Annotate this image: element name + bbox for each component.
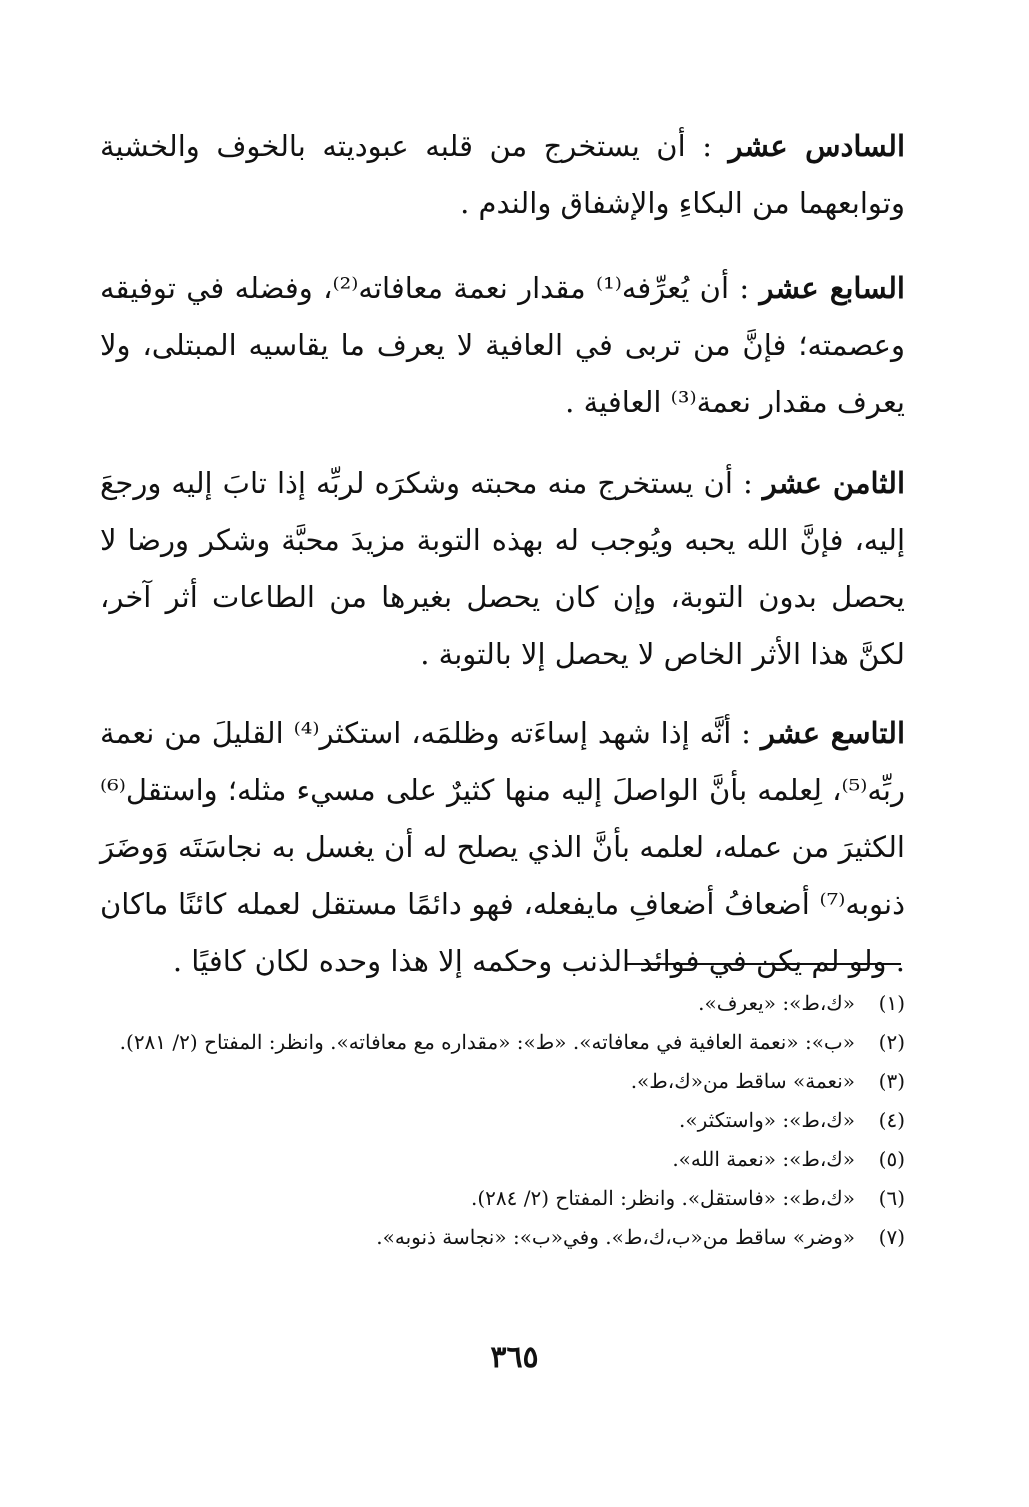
footnote-number: (٦) [878,1186,905,1210]
main-text-body [100,118,905,1012]
footnote-number: (٧) [878,1225,905,1249]
footnote-text: «ب»: «نعمة العافية في معافاته». «ط»: «مقداره مع معافاته». وانظر: المفتاح (٢/ ٢٨١). [119,1030,855,1054]
paragraph-text: : أن يُعرِّفه⁽¹⁾ مقدار نعمة معافاته⁽²⁾، وفضله في توفيقه وعصمته؛ فإنَّ من تربى في العافية لا يعرف ما يقاسيه المبتلى، ولا يعرف مقدار نعمة⁽³⁾ العافية . [100,271,905,419]
paragraph-lead: السادس عشر [728,129,905,163]
paragraph-19 [100,705,905,990]
paragraph-lead: الثامن عشر [762,466,905,500]
footnote-text: «ك،ط»: «فاستقل». وانظر: المفتاح (٢/ ٢٨٤). [470,1186,855,1210]
paragraph-16 [100,118,905,232]
footnote-separator [626,963,901,965]
footnote-number: (٢) [878,1030,905,1054]
footnote-item [108,1063,905,1099]
footnote-item [108,1102,905,1138]
paragraph-lead: السابع عشر [759,271,905,305]
paragraph-18 [100,455,905,683]
paragraph-text: : أن يستخرج من قلبه عبوديته بالخوف والخشية وتوابعهما من البكاءِ والإشفاق والندم . [100,129,905,220]
footnote-text: «ك،ط»: «واستكثر». [679,1108,855,1132]
paragraph-text: : أنَّه إذا شهد إساءَته وظلمَه، استكثر⁽⁴⁾ القليلَ من نعمة ربِّه⁽⁵⁾، لِعلمه بأنَّ الواصلَ إليه منها كثيرٌ على مسيء مثله؛ واستقل⁽⁶⁾ الكثيرَ من عمله، لعلمه بأنَّ الذي يصلح له أن يغسل به نجاسَتَه وَوضَرَ ذنوبه⁽⁷⁾ أضعافُ أضعافِ مايفعله، فهو دائمًا مستقل لعمله كائنًا ماكان . ولو لم يكن في فوائد الذنب وحكمه إلا هذا وحده لكان كافيًا . [100,716,906,978]
paragraph-17 [100,260,905,431]
footnote-text: «وضر» ساقط من«ب،ك،ط». وفي«ب»: «نجاسة ذنوبه». [376,1225,855,1249]
footnote-number: (١) [878,991,905,1015]
footnote-item [108,985,905,1021]
paragraph-lead: التاسع عشر [760,716,905,750]
footnote-number: (٥) [878,1147,905,1171]
paragraph-text: : أن يستخرج منه محبته وشكرَه لربِّه إذا تابَ إليه ورجعَ إليه، فإنَّ الله يحبه ويُوجب له بهذه التوبة مزيدَ محبَّة وشكر ورضا لا يحصل بدون التوبة، وإن كان يحصل بغيرها من الطاعات أثر آخر، لكنَّ هذا الأثر الخاص لا يحصل إلا بالتوبة . [100,466,905,671]
footnote-item [108,1024,905,1060]
page-number: ٣٦٥ [490,1340,539,1375]
footnote-text: «ك،ط»: «يعرف». [698,991,855,1015]
footnote-text: «ك،ط»: «نعمة الله». [672,1147,855,1171]
footnote-item [108,1141,905,1177]
footnote-number: (٣) [878,1069,905,1093]
footnote-item [108,1180,905,1216]
footnote-text: «نعمة» ساقط من«ك،ط». [630,1069,855,1093]
footnote-number: (٤) [878,1108,905,1132]
footnotes-list [108,985,905,1258]
footnote-item [108,1219,905,1255]
